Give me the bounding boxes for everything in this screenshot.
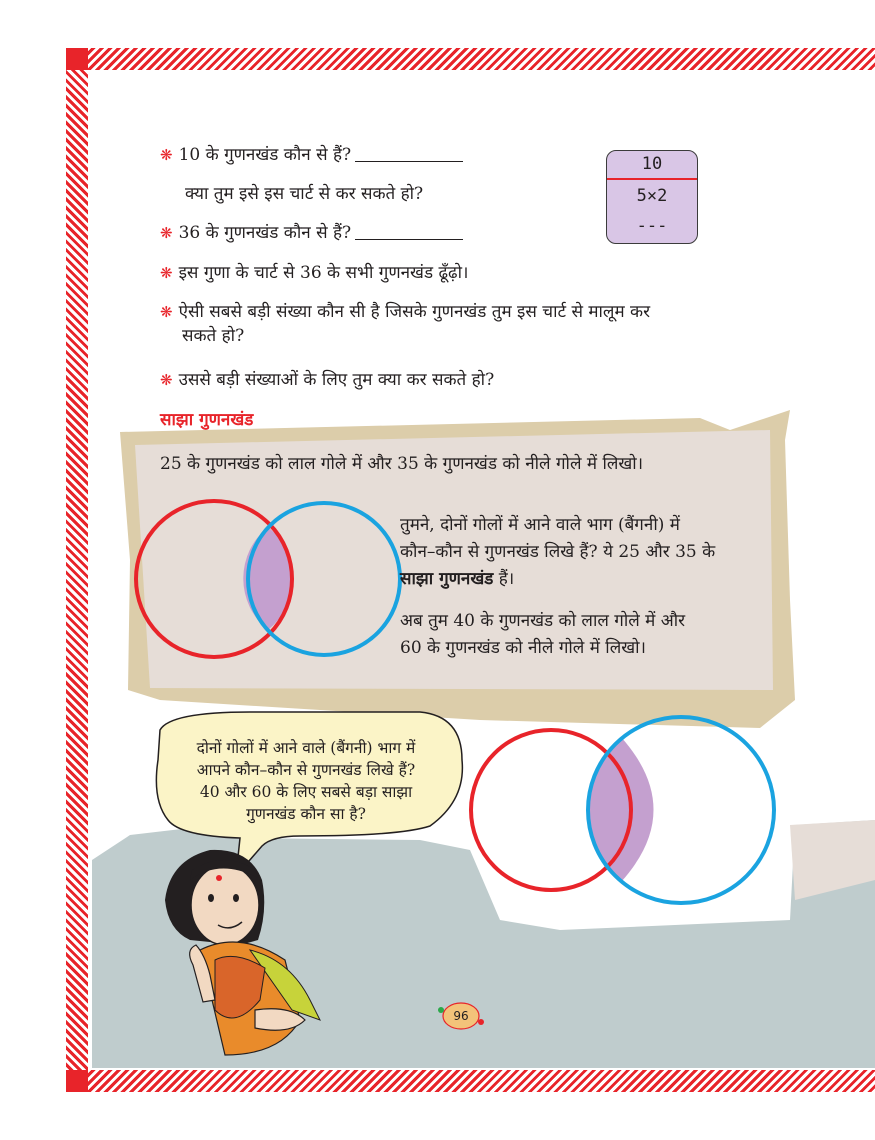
chart-box-bottom: --- — [636, 216, 668, 236]
factor-chart-box — [606, 150, 698, 244]
question-4: ❋ ऐसी सबसे बड़ी संख्या कौन सी है जिसके गुणनखंड तुम इस चार्ट से मालूम कर सकते हो? — [160, 302, 651, 346]
venn-diagram-40-60 — [471, 717, 774, 903]
answer-blank[interactable] — [355, 223, 463, 240]
speech-bubble-text: दोनों गोलों में आने वाले (बैंगनी) भाग में आपने कौन–कौन से गुणनखंड लिखे हैं? 40 और 60 के लिए सबसे बड़ा साझा गुणनखंड कौन सा है? — [196, 739, 416, 823]
bullet-icon: ❋ — [160, 264, 173, 282]
paragraph-common-factors: तुमने, दोनों गोलों में आने वाले भाग (बैंगनी) में कौन–कौन से गुणनखंड लिखे हैं? ये 25 और 35 के साझा गुणनखंड हैं। — [400, 515, 716, 589]
section-instruction: 25 के गुणनखंड को लाल गोले में और 35 के गुणनखंड को नीले गोले में लिखो। — [160, 454, 644, 474]
bullet-icon: ❋ — [160, 146, 173, 164]
answer-blank[interactable] — [355, 145, 463, 162]
venn-overlap-shape-2 — [589, 737, 654, 882]
section-title: साझा गुणनखंड — [160, 410, 254, 430]
bullet-icon: ❋ — [160, 371, 173, 389]
bullet-icon: ❋ — [160, 224, 173, 242]
question-5: ❋ उससे बड़ी संख्याओं के लिए तुम क्या कर सकते हो? — [160, 370, 495, 390]
term-common-factors: साझा गुणनखंड — [400, 569, 494, 589]
bullet-icon: ❋ — [160, 303, 173, 321]
question-3: ❋ इस गुणा के चार्ट से 36 के सभी गुणनखंड ढूँढ़ो। — [160, 263, 469, 283]
chart-box-top: 10 — [641, 154, 663, 174]
paragraph-40-60: अब तुम 40 के गुणनखंड को लाल गोले में और 60 के गुणनखंड को नीले गोले में लिखो। — [400, 611, 686, 658]
question-1-sub: क्या तुम इसे इस चार्ट से कर सकते हो? — [185, 184, 424, 204]
page-number: 96 — [453, 1009, 469, 1023]
question-2: ❋ 36 के गुणनखंड कौन से हैं? — [160, 221, 463, 245]
question-1: ❋ 10 के गुणनखंड कौन से हैं? — [160, 143, 463, 167]
chart-box-divider — [607, 178, 697, 180]
chart-box-middle: 5×2 — [636, 186, 668, 206]
